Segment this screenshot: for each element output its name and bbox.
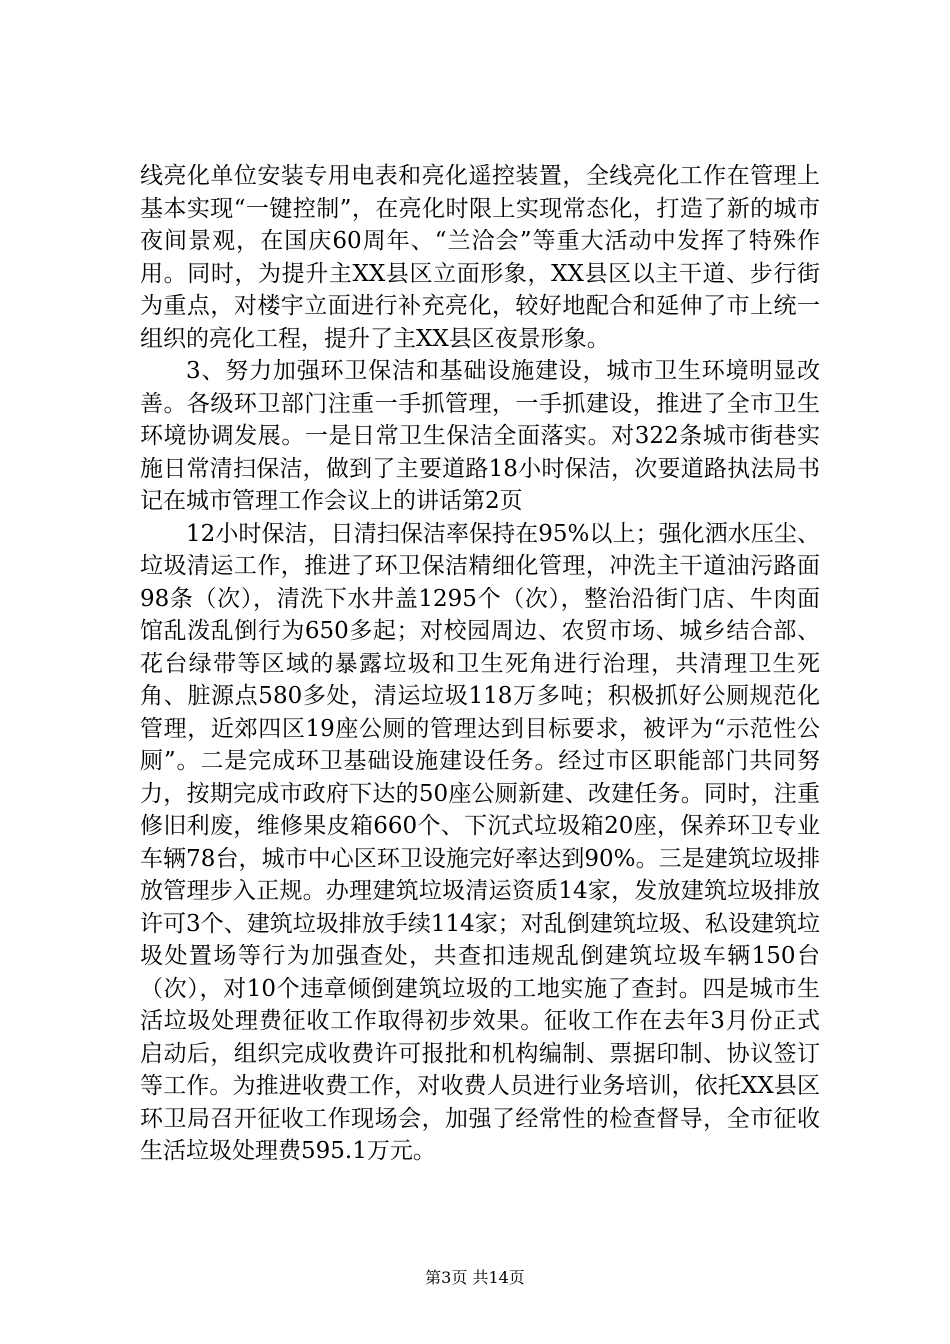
page-number-footer: 第3页 共14页 bbox=[425, 1268, 525, 1287]
paragraph-sanitation-details: 12小时保洁，日清扫保洁率保持在95%以上；强化洒水压尘、垃圾清运工作，推进了环卫保洁精细化管理，冲洗主干道油污路面98条（次），清洗下水井盖1295个（次），整治沿街门店、牛肉面馆乱泼乱倒行为650多起；对校园周边、农贸市场、城乡结合部、花台绿带等区域的暴露垃圾和卫生死角进行治理，共清理卫生死角、脏源点580多处，清运垃圾118万多吨；积极抓好公厕规范化管理，近郊四区19座公厕的管理达到目标要求，被评为“示范性公厕”。二是完成环卫基础设施建设任务。经过市区职能部门共同努力，按期完成市政府下达的50座公厕新建、改建任务。同时，注重修旧利废，维修果皮箱660个、下沉式垃圾箱20座，保养环卫专业车辆78台，城市中心区环卫设施完好率达到90%。三是建筑垃圾排放管理步入正规。办理建筑垃圾清运资质14家，发放建筑垃圾排放许可3个、建筑垃圾排放手续114家；对乱倒建筑垃圾、私设建筑垃圾处置场等行为加强查处，共查扣违规乱倒建筑垃圾车辆150台（次），对10个违章倾倒建筑垃圾的工地实施了查封。四是城市生活垃圾处理费征收工作取得初步效果。征收工作在去年3月份正式启动后，组织完成收费许可报批和机构编制、票据印制、协议签订等工作。为推进收费工作，对收费人员进行业务培训，依托XX县区环卫局召开征收工作现场会，加强了经常性的检查督导，全市征收生活垃圾处理费595.1万元。 bbox=[140, 520, 820, 1164]
document-body bbox=[140, 160, 820, 1168]
paragraph-lighting: 线亮化单位安装专用电表和亮化遥控装置，全线亮化工作在管理上基本实现“一键控制”，在亮化时限上实现常态化，打造了新的城市夜间景观，在国庆60周年、“兰洽会”等重大活动中发挥了特殊作用。同时，为提升主XX县区立面形象，XX县区以主干道、步行街为重点，对楼宇立面进行补充亮化，较好地配合和延伸了市上统一组织的亮化工程，提升了主XX县区夜景形象。 bbox=[140, 163, 820, 352]
paragraph-sanitation: 3、努力加强环卫保洁和基础设施建设，城市卫生环境明显改善。各级环卫部门注重一手抓管理，一手抓建设，推进了全市卫生环境协调发展。一是日常卫生保洁全面落实。对322条城市街巷实施日常清扫保洁，做到了主要道路18小时保洁，次要道路执法局书记在城市管理工作会议上的讲话第2页 bbox=[140, 358, 820, 514]
